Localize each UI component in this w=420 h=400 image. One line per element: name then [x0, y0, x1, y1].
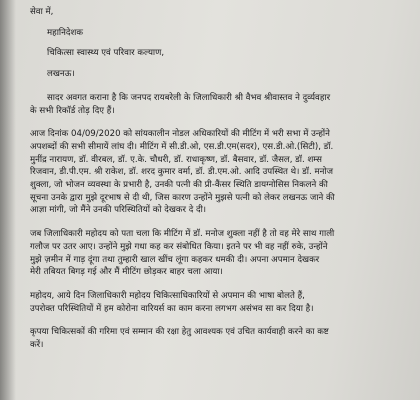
paragraph-3	[30, 290, 408, 315]
salutation: सेवा में,	[30, 7, 54, 17]
text-line: सूचना उनके द्वारा मुझे दूरभाष से दी थी, जिस कारण उन्होंने मुझसे पत्नी को लेकर लखनऊ जाने की	[30, 192, 335, 203]
text-line: सादर अवगत कराना है कि जनपद रायबरेली के जिलाधिकारी श्री वैभव श्रीवास्तव ने दुर्व्यवहार	[47, 92, 331, 103]
text-line: शुक्ला, जो भोजन व्यवस्था के प्रभारी है, उनकी पत्नी की प्री-कैंसर स्थिति डायग्नोसिस निकलने की	[30, 180, 328, 191]
text-line: उपरोक्त परिस्थितियों में हम कोरोना वारियर्स का काम करना लगभग असंभव सा कर दिया है।	[30, 303, 314, 314]
text-line: जब जिलाधिकारी महोदय को पता चला कि मीटिंग में डॉ. मनोज शुक्ला नहीं है तो वह मेरे साथ गाली	[30, 229, 335, 240]
recipient-line: महानिदेशक	[47, 27, 83, 38]
recipient-line: चिकित्सा स्वास्थ्य एवं परिवार कल्याण,	[47, 48, 165, 59]
text-line: अपशब्दों की सभी सीमायें लांघ दी। मीटिंग में सी.डी.ओ, एस.डी.एम(सदर), एस.डी.ओ.(सिटी), डॉ.	[30, 141, 334, 152]
paragraph-4	[30, 326, 408, 351]
text-line: के सभी रिकॉर्ड तोड़ दिए हैं।	[30, 105, 115, 116]
paragraph-1	[30, 128, 408, 217]
text-line: रिजवान, डी.पी.एम. श्री राकेश, डॉ. शरद कुमार वर्मा, डॉ. डी.एम.ओ. आदि उपस्थित थे। डॉ. मनोज	[30, 167, 333, 178]
text-line: करें।	[30, 340, 44, 351]
text-line: महोदय, आये दिन जिलाधिकारी महोदय चिकित्साधिकारियों से अपमान की भाषा बोलते हैं,	[30, 290, 305, 301]
text-line: आज्ञा मांगी, जो मैंने उनकी परिस्थितियों को देखकर दे दी।	[30, 205, 207, 216]
text-line: मुनींद्र नारायण, डॉ. वीरबल, डॉ. ए.के. चौधरी, डॉ. राधाकृष्ण, डॉ. बैसवार, डॉ. जैसल, डॉ. शम्स	[30, 154, 322, 165]
text-line: गलौज पर उतर आए। उन्होंने मुझे गधा कह कर संबोधित किया। इतने पर भी वह नहीं रुके, उन्होंने	[30, 241, 328, 252]
text-line: आज दिनांक 04/09/2020 को सांयकालीन नोडल अधिकारियों की मीटिंग में भरी सभा में उन्होंने	[30, 129, 330, 140]
text-line: मुझे ज़मीन में गाड़ दूंगा तथा तुम्हारी खाल खींच लूंगा कहकर धमकी दी। अपना अपमान देखकर	[30, 254, 320, 265]
subject-paragraph	[30, 92, 408, 117]
paragraph-2	[30, 228, 408, 279]
text-line: मेरी तबियत बिगड़ गई और मैं मीटिंग छोड़कर बाहर चला आया।	[30, 267, 223, 278]
recipient-line: लखनऊ।	[47, 69, 75, 80]
text-line: कृपया चिकित्सकों की गरिमा एवं सम्मान की रक्षा हेतु आवश्यक एवं उचित कार्यवाही करने का कष्ट	[30, 327, 329, 338]
